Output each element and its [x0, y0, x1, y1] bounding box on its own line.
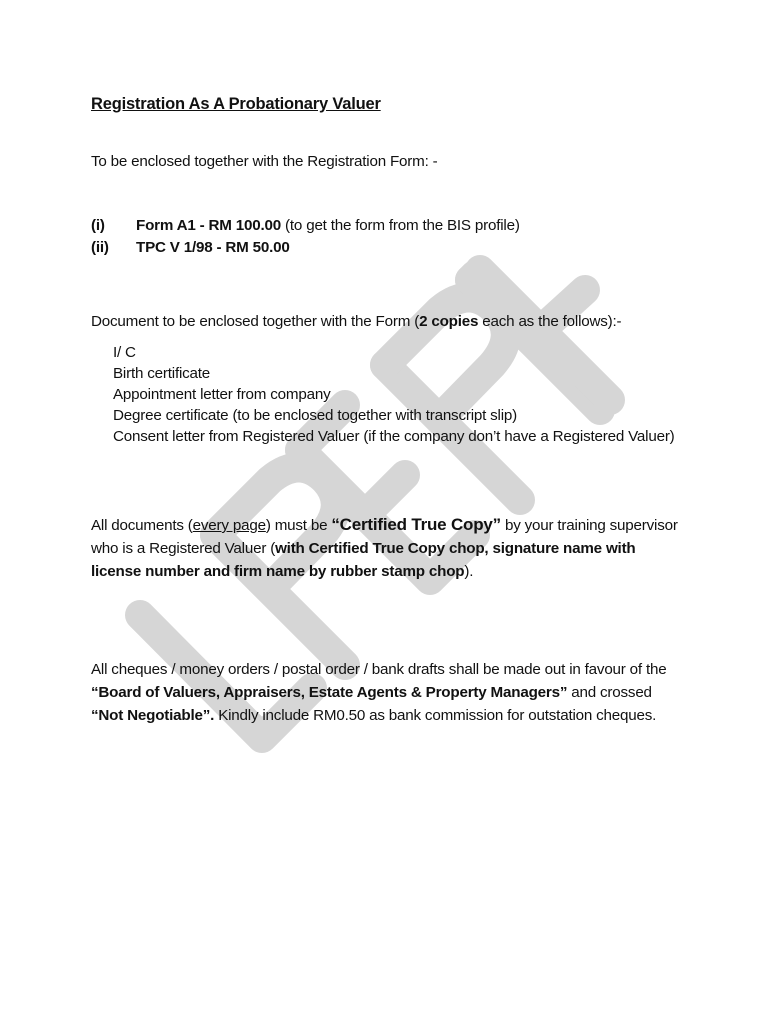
copies-count: 2 copies	[419, 313, 479, 330]
list-item: Appointment letter from company	[113, 386, 331, 403]
document-list	[113, 342, 675, 447]
fee-name: TPC V 1/98 - RM 50.00	[136, 239, 290, 256]
intro-text: To be enclosed together with the Registration Form: -	[91, 153, 438, 170]
payee-name: “Board of Valuers, Appraisers, Estate Agents & Property Managers”	[91, 684, 568, 701]
list-item: Degree certificate (to be enclosed together with transcript slip)	[113, 407, 518, 424]
certification-text: ).	[464, 563, 474, 580]
certification-text: by your training supervisor who is a Registered Valuer (	[91, 517, 678, 557]
certification-text: All documents (	[91, 517, 193, 534]
documents-intro	[91, 311, 621, 332]
fee-number: (ii)	[91, 239, 109, 256]
list-item: I/ C	[113, 344, 136, 361]
fee-number: (i)	[91, 217, 105, 234]
payment-text: Kindly include RM0.50 as bank commission for outstation cheques.	[214, 707, 657, 724]
not-negotiable-text: “Not Negotiable”.	[91, 707, 215, 724]
chop-requirement-text: with Certified True Copy chop, signature name with license number and firm name by rubber stamp chop	[91, 540, 636, 580]
list-item: Consent letter from Registered Valuer (if the company don’t have a Registered Valuer)	[113, 428, 675, 445]
list-item: Birth certificate	[113, 365, 211, 382]
certified-true-copy-text: “Certified True Copy”	[331, 515, 501, 534]
fee-note: (to get the form from the BIS profile)	[281, 217, 520, 234]
certification-paragraph	[91, 513, 686, 583]
payment-paragraph	[91, 658, 686, 727]
fee-name: Form A1 - RM 100.00	[136, 217, 282, 234]
documents-intro-post: each as the follows):-	[478, 313, 622, 330]
documents-intro-pre: Document to be enclosed together with the Form (	[91, 313, 420, 330]
fee-text	[136, 215, 520, 236]
fee-text	[136, 237, 290, 258]
page-title: Registration As A Probationary Valuer	[91, 95, 381, 113]
certification-text: ) must be	[265, 517, 332, 534]
payment-text: and crossed	[567, 684, 652, 701]
payment-text: All cheques / money orders / postal order / bank drafts shall be made out in favour of the	[91, 661, 667, 678]
every-page-text: every page	[192, 517, 266, 534]
